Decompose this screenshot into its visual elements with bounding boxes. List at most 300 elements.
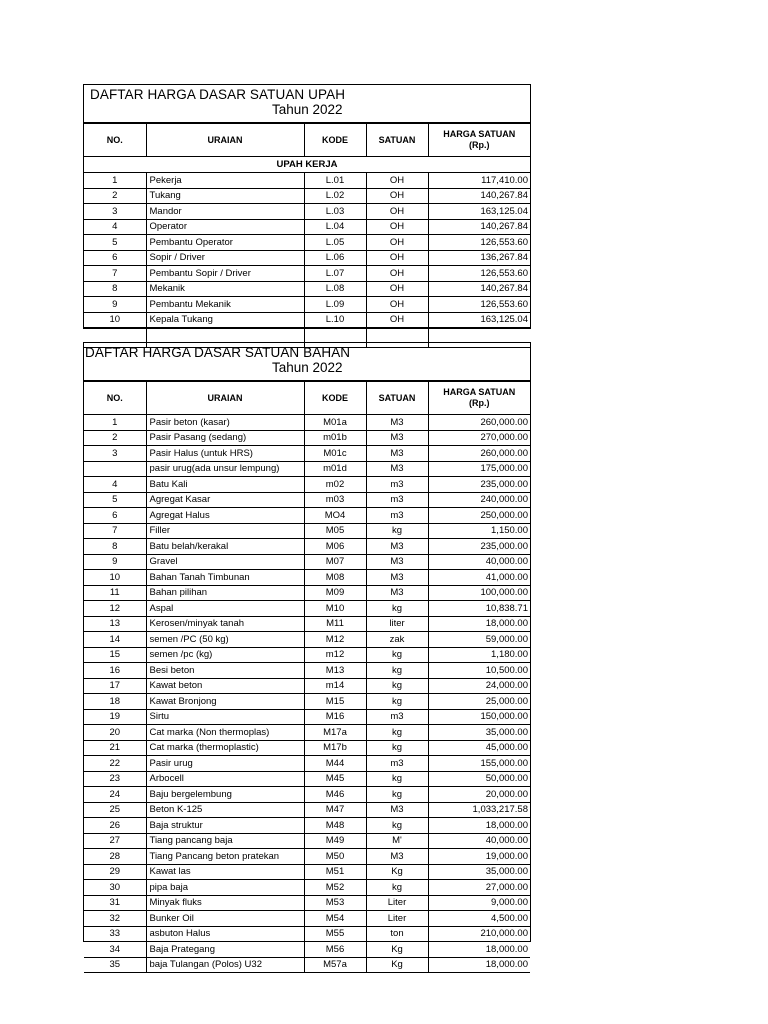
cell-satuan: Liter <box>366 911 428 927</box>
cell-kode: M15 <box>304 694 366 710</box>
cell-harga: 260,000.00 <box>428 446 530 462</box>
upah-title: DAFTAR HARGA DASAR SATUAN UPAH <box>90 87 346 102</box>
table-row <box>84 570 530 586</box>
cell-no: 2 <box>84 188 146 204</box>
empty-row <box>84 328 530 343</box>
table-row <box>84 756 530 772</box>
cell-uraian: Batu belah/kerakal <box>146 539 304 555</box>
cell-satuan: m3 <box>366 492 428 508</box>
cell-kode: M05 <box>304 523 366 539</box>
cell-satuan: M3 <box>366 446 428 462</box>
cell-harga: 140,267.84 <box>428 219 530 235</box>
cell-no: 12 <box>84 601 146 617</box>
table-row <box>84 446 530 462</box>
cell-uraian: Arbocell <box>146 771 304 787</box>
cell-kode: m01b <box>304 430 366 446</box>
header-harga-unit: (Rp.) <box>469 398 490 408</box>
cell-uraian: Tiang pancang baja <box>146 833 304 849</box>
cell-uraian: Minyak fluks <box>146 895 304 911</box>
cell-satuan: kg <box>366 663 428 679</box>
header-harga <box>428 382 530 415</box>
cell-no: 7 <box>84 266 146 282</box>
cell-no: 9 <box>84 297 146 313</box>
cell-satuan: m3 <box>366 709 428 725</box>
cell-satuan: M' <box>366 833 428 849</box>
cell-harga: 235,000.00 <box>428 539 530 555</box>
cell-kode: M52 <box>304 880 366 896</box>
cell-satuan: M3 <box>366 461 428 477</box>
cell-harga: 25,000.00 <box>428 694 530 710</box>
cell-satuan: M3 <box>366 570 428 586</box>
table-row <box>84 818 530 834</box>
empty-cell <box>84 328 146 343</box>
cell-no: 7 <box>84 523 146 539</box>
cell-harga: 1,033,217.58 <box>428 802 530 818</box>
cell-harga: 235,000.00 <box>428 477 530 493</box>
cell-uraian: Pasir Halus (untuk HRS) <box>146 446 304 462</box>
cell-harga: 18,000.00 <box>428 957 530 973</box>
empty-cell <box>366 328 428 343</box>
cell-satuan: m3 <box>366 756 428 772</box>
cell-satuan: OH <box>366 235 428 251</box>
bahan-header-row <box>84 382 530 415</box>
cell-kode: M56 <box>304 942 366 958</box>
cell-no: 25 <box>84 802 146 818</box>
cell-kode: M57a <box>304 957 366 973</box>
cell-harga: 260,000.00 <box>428 415 530 431</box>
table-row <box>84 911 530 927</box>
cell-harga: 18,000.00 <box>428 818 530 834</box>
cell-uraian: Pasir urug <box>146 756 304 772</box>
cell-no: 20 <box>84 725 146 741</box>
cell-harga: 40,000.00 <box>428 554 530 570</box>
cell-no: 19 <box>84 709 146 725</box>
cell-no: 24 <box>84 787 146 803</box>
header-harga <box>428 124 530 157</box>
cell-satuan: Kg <box>366 942 428 958</box>
table-row <box>84 415 530 431</box>
cell-no: 31 <box>84 895 146 911</box>
bahan-title-box <box>84 343 530 382</box>
cell-no: 5 <box>84 492 146 508</box>
table-row <box>84 895 530 911</box>
header-satuan: SATUAN <box>366 382 428 415</box>
cell-kode: M08 <box>304 570 366 586</box>
cell-harga: 18,000.00 <box>428 942 530 958</box>
table-row <box>84 787 530 803</box>
cell-uraian: Bunker Oil <box>146 911 304 927</box>
cell-kode: M47 <box>304 802 366 818</box>
upah-title-box <box>84 85 530 124</box>
cell-uraian: Mandor <box>146 204 304 220</box>
cell-uraian: Aspal <box>146 601 304 617</box>
cell-no: 17 <box>84 678 146 694</box>
table-row <box>84 926 530 942</box>
cell-satuan: M3 <box>366 802 428 818</box>
header-harga-label: HARGA SATUAN <box>443 129 516 139</box>
cell-satuan: m3 <box>366 508 428 524</box>
cell-harga: 136,267.84 <box>428 250 530 266</box>
cell-harga: 140,267.84 <box>428 281 530 297</box>
cell-harga: 27,000.00 <box>428 880 530 896</box>
cell-harga: 40,000.00 <box>428 833 530 849</box>
cell-harga: 19,000.00 <box>428 849 530 865</box>
cell-uraian: Bahan Tanah Timbunan <box>146 570 304 586</box>
cell-satuan: m3 <box>366 477 428 493</box>
cell-no: 5 <box>84 235 146 251</box>
upah-section-label: UPAH KERJA <box>84 157 530 173</box>
cell-kode: M55 <box>304 926 366 942</box>
cell-satuan: kg <box>366 818 428 834</box>
bahan-title: DAFTAR HARGA DASAR SATUAN BAHAN <box>85 345 351 360</box>
cell-uraian: Tukang <box>146 188 304 204</box>
cell-no: 1 <box>84 173 146 189</box>
cell-no: 18 <box>84 694 146 710</box>
cell-satuan: kg <box>366 740 428 756</box>
cell-no: 10 <box>84 570 146 586</box>
cell-no: 11 <box>84 585 146 601</box>
cell-kode: M54 <box>304 911 366 927</box>
cell-satuan: kg <box>366 601 428 617</box>
cell-satuan: OH <box>366 281 428 297</box>
cell-harga: 10,838.71 <box>428 601 530 617</box>
cell-uraian: Kawat las <box>146 864 304 880</box>
cell-no: 22 <box>84 756 146 772</box>
table-row <box>84 508 530 524</box>
table-row <box>84 585 530 601</box>
cell-harga: 140,267.84 <box>428 188 530 204</box>
table-row <box>84 740 530 756</box>
cell-kode: M13 <box>304 663 366 679</box>
cell-uraian: Cat marka (thermoplastic) <box>146 740 304 756</box>
cell-uraian: Pasir Pasang (sedang) <box>146 430 304 446</box>
cell-satuan: M3 <box>366 849 428 865</box>
cell-satuan: OH <box>366 250 428 266</box>
cell-kode: M01a <box>304 415 366 431</box>
table-row <box>84 554 530 570</box>
cell-no: 32 <box>84 911 146 927</box>
cell-uraian: asbuton Halus <box>146 926 304 942</box>
table-row <box>84 461 530 477</box>
table-row <box>84 477 530 493</box>
cell-harga: 1,150.00 <box>428 523 530 539</box>
cell-kode: L.10 <box>304 312 366 328</box>
cell-satuan: M3 <box>366 554 428 570</box>
upah-header-row <box>84 124 530 157</box>
table-row <box>84 849 530 865</box>
cell-harga: 240,000.00 <box>428 492 530 508</box>
cell-uraian: Sopir / Driver <box>146 250 304 266</box>
cell-satuan: Kg <box>366 864 428 880</box>
cell-no: 6 <box>84 508 146 524</box>
table-row <box>84 678 530 694</box>
cell-satuan: Liter <box>366 895 428 911</box>
cell-uraian: Agregat Kasar <box>146 492 304 508</box>
cell-kode: M11 <box>304 616 366 632</box>
cell-satuan: liter <box>366 616 428 632</box>
cell-no: 10 <box>84 312 146 328</box>
cell-harga: 9,000.00 <box>428 895 530 911</box>
cell-no: 14 <box>84 632 146 648</box>
cell-satuan: kg <box>366 523 428 539</box>
cell-harga: 175,000.00 <box>428 461 530 477</box>
cell-harga: 4,500.00 <box>428 911 530 927</box>
cell-uraian: pasir urug(ada unsur lempung) <box>146 461 304 477</box>
table-row <box>84 281 530 297</box>
cell-harga: 126,553.60 <box>428 235 530 251</box>
bahan-table-block <box>83 342 531 971</box>
cell-harga: 250,000.00 <box>428 508 530 524</box>
cell-kode: L.03 <box>304 204 366 220</box>
empty-cell <box>146 328 304 343</box>
table-row <box>84 802 530 818</box>
table-row <box>84 266 530 282</box>
bahan-year: Tahun 2022 <box>272 360 343 375</box>
cell-kode: L.05 <box>304 235 366 251</box>
cell-uraian: Baju bergelembung <box>146 787 304 803</box>
cell-harga: 59,000.00 <box>428 632 530 648</box>
cell-uraian: Pembantu Sopir / Driver <box>146 266 304 282</box>
cell-harga: 270,000.00 <box>428 430 530 446</box>
cell-satuan: kg <box>366 725 428 741</box>
cell-uraian: semen /pc (kg) <box>146 647 304 663</box>
cell-uraian: Batu Kali <box>146 477 304 493</box>
cell-uraian: Agregat Halus <box>146 508 304 524</box>
cell-kode: M46 <box>304 787 366 803</box>
cell-satuan: OH <box>366 204 428 220</box>
cell-satuan: M3 <box>366 539 428 555</box>
table-row <box>84 250 530 266</box>
table-row <box>84 492 530 508</box>
header-no: NO. <box>84 382 146 415</box>
cell-uraian: Kawat beton <box>146 678 304 694</box>
cell-uraian: Tiang Pancang beton pratekan <box>146 849 304 865</box>
table-row <box>84 523 530 539</box>
cell-harga: 163,125.04 <box>428 312 530 328</box>
cell-no: 33 <box>84 926 146 942</box>
table-row <box>84 864 530 880</box>
table-row <box>84 616 530 632</box>
cell-harga: 18,000.00 <box>428 616 530 632</box>
header-harga-label: HARGA SATUAN <box>443 387 516 397</box>
cell-uraian: semen /PC (50 kg) <box>146 632 304 648</box>
cell-uraian: Kerosen/minyak tanah <box>146 616 304 632</box>
cell-kode: L.02 <box>304 188 366 204</box>
cell-satuan: OH <box>366 188 428 204</box>
cell-uraian: Pasir beton (kasar) <box>146 415 304 431</box>
cell-uraian: pipa baja <box>146 880 304 896</box>
cell-satuan: ton <box>366 926 428 942</box>
cell-uraian: Baja Prategang <box>146 942 304 958</box>
table-row <box>84 188 530 204</box>
table-row <box>84 771 530 787</box>
cell-satuan: kg <box>366 880 428 896</box>
cell-no: 16 <box>84 663 146 679</box>
cell-harga: 41,000.00 <box>428 570 530 586</box>
cell-no: 8 <box>84 281 146 297</box>
table-row <box>84 725 530 741</box>
upah-year: Tahun 2022 <box>272 102 343 117</box>
cell-harga: 126,553.60 <box>428 266 530 282</box>
cell-no: 4 <box>84 219 146 235</box>
cell-kode: L.01 <box>304 173 366 189</box>
header-kode: KODE <box>304 124 366 157</box>
cell-no: 3 <box>84 204 146 220</box>
cell-harga: 10,500.00 <box>428 663 530 679</box>
cell-satuan: M3 <box>366 430 428 446</box>
table-row <box>84 694 530 710</box>
cell-kode: M53 <box>304 895 366 911</box>
cell-kode: M17a <box>304 725 366 741</box>
cell-no <box>84 461 146 477</box>
cell-kode: m03 <box>304 492 366 508</box>
cell-no: 29 <box>84 864 146 880</box>
cell-kode: M49 <box>304 833 366 849</box>
cell-satuan: Kg <box>366 957 428 973</box>
cell-kode: M17b <box>304 740 366 756</box>
cell-kode: m01d <box>304 461 366 477</box>
cell-satuan: kg <box>366 771 428 787</box>
cell-kode: M10 <box>304 601 366 617</box>
table-row <box>84 601 530 617</box>
cell-uraian: Kawat Bronjong <box>146 694 304 710</box>
cell-satuan: kg <box>366 787 428 803</box>
header-uraian: URAIAN <box>146 124 304 157</box>
header-kode: KODE <box>304 382 366 415</box>
cell-no: 8 <box>84 539 146 555</box>
cell-kode: L.06 <box>304 250 366 266</box>
cell-no: 21 <box>84 740 146 756</box>
header-no: NO. <box>84 124 146 157</box>
cell-harga: 1,180.00 <box>428 647 530 663</box>
upah-table <box>84 124 530 348</box>
table-row <box>84 663 530 679</box>
cell-no: 23 <box>84 771 146 787</box>
cell-satuan: OH <box>366 266 428 282</box>
cell-uraian: Cat marka (Non thermoplas) <box>146 725 304 741</box>
cell-kode: m12 <box>304 647 366 663</box>
cell-kode: M45 <box>304 771 366 787</box>
table-row <box>84 942 530 958</box>
cell-satuan: kg <box>366 678 428 694</box>
cell-kode: m14 <box>304 678 366 694</box>
cell-uraian: baja Tulangan (Polos) U32 <box>146 957 304 973</box>
cell-harga: 35,000.00 <box>428 864 530 880</box>
cell-kode: M51 <box>304 864 366 880</box>
table-row <box>84 204 530 220</box>
cell-harga: 45,000.00 <box>428 740 530 756</box>
cell-harga: 100,000.00 <box>428 585 530 601</box>
table-row <box>84 957 530 973</box>
header-harga-unit: (Rp.) <box>469 140 490 150</box>
cell-satuan: kg <box>366 647 428 663</box>
cell-harga: 35,000.00 <box>428 725 530 741</box>
upah-table-block <box>83 84 531 329</box>
cell-satuan: M3 <box>366 415 428 431</box>
cell-harga: 20,000.00 <box>428 787 530 803</box>
cell-no: 35 <box>84 957 146 973</box>
cell-uraian: Pekerja <box>146 173 304 189</box>
upah-section-row <box>84 157 530 173</box>
cell-kode: L.09 <box>304 297 366 313</box>
cell-uraian: Baja struktur <box>146 818 304 834</box>
cell-kode: M07 <box>304 554 366 570</box>
cell-kode: M12 <box>304 632 366 648</box>
cell-satuan: OH <box>366 173 428 189</box>
cell-satuan: OH <box>366 297 428 313</box>
cell-no: 9 <box>84 554 146 570</box>
table-row <box>84 647 530 663</box>
table-row <box>84 235 530 251</box>
cell-kode: M16 <box>304 709 366 725</box>
cell-kode: L.07 <box>304 266 366 282</box>
cell-harga: 24,000.00 <box>428 678 530 694</box>
cell-harga: 163,125.04 <box>428 204 530 220</box>
cell-harga: 117,410.00 <box>428 173 530 189</box>
cell-no: 15 <box>84 647 146 663</box>
cell-uraian: Bahan pilihan <box>146 585 304 601</box>
cell-uraian: Besi beton <box>146 663 304 679</box>
cell-no: 3 <box>84 446 146 462</box>
cell-kode: M44 <box>304 756 366 772</box>
table-row <box>84 312 530 328</box>
bahan-table <box>84 382 530 973</box>
cell-no: 13 <box>84 616 146 632</box>
cell-no: 2 <box>84 430 146 446</box>
cell-no: 1 <box>84 415 146 431</box>
cell-no: 34 <box>84 942 146 958</box>
cell-no: 4 <box>84 477 146 493</box>
cell-satuan: OH <box>366 219 428 235</box>
cell-no: 6 <box>84 250 146 266</box>
cell-uraian: Operator <box>146 219 304 235</box>
empty-cell <box>428 328 530 343</box>
cell-harga: 150,000.00 <box>428 709 530 725</box>
table-row <box>84 539 530 555</box>
table-row <box>84 430 530 446</box>
header-satuan: SATUAN <box>366 124 428 157</box>
table-row <box>84 297 530 313</box>
cell-kode: M48 <box>304 818 366 834</box>
cell-harga: 155,000.00 <box>428 756 530 772</box>
cell-uraian: Sirtu <box>146 709 304 725</box>
table-row <box>84 173 530 189</box>
cell-no: 30 <box>84 880 146 896</box>
cell-satuan: kg <box>366 694 428 710</box>
cell-kode: M06 <box>304 539 366 555</box>
cell-harga: 50,000.00 <box>428 771 530 787</box>
cell-uraian: Gravel <box>146 554 304 570</box>
header-uraian: URAIAN <box>146 382 304 415</box>
table-row <box>84 709 530 725</box>
cell-uraian: Beton K-125 <box>146 802 304 818</box>
cell-harga: 126,553.60 <box>428 297 530 313</box>
cell-no: 26 <box>84 818 146 834</box>
cell-kode: M01c <box>304 446 366 462</box>
cell-kode: L.04 <box>304 219 366 235</box>
table-row <box>84 219 530 235</box>
cell-kode: L.08 <box>304 281 366 297</box>
cell-satuan: M3 <box>366 585 428 601</box>
cell-kode: M50 <box>304 849 366 865</box>
cell-uraian: Kepala Tukang <box>146 312 304 328</box>
cell-uraian: Pembantu Mekanik <box>146 297 304 313</box>
cell-no: 27 <box>84 833 146 849</box>
cell-satuan: zak <box>366 632 428 648</box>
cell-uraian: Filler <box>146 523 304 539</box>
table-row <box>84 632 530 648</box>
table-row <box>84 880 530 896</box>
